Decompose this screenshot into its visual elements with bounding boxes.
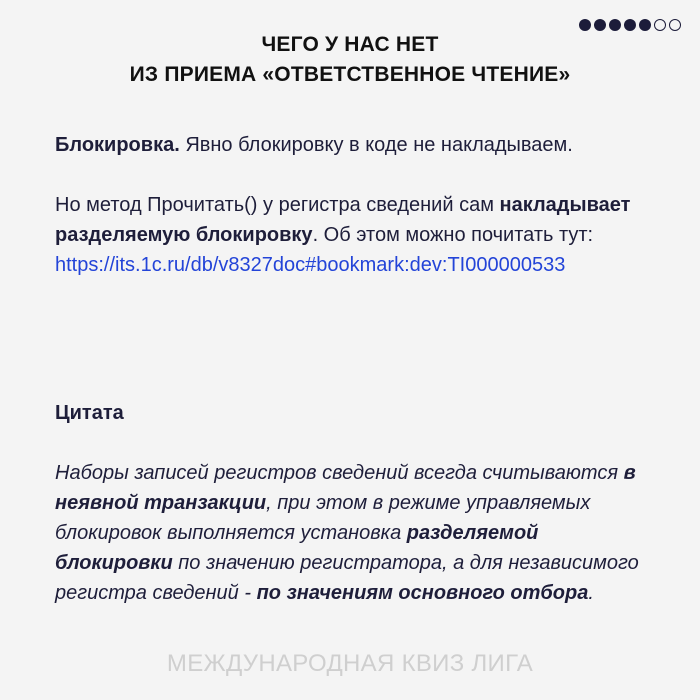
quote-bold-2: разделяемой блокировки	[55, 522, 539, 574]
quote-text-1: Наборы записей регистров сведений всегда считываются	[55, 462, 624, 484]
footer-brand: МЕЖДУНАРОДНАЯ КВИЗ ЛИГА	[166, 650, 534, 677]
page-title-line2: ИЗ ПРИЕМА «ОТВЕТСТВЕННОЕ ЧТЕНИЕ»	[129, 63, 571, 86]
quote-text	[55, 458, 655, 608]
page-title-line1: ЧЕГО У НАС НЕТ	[261, 33, 439, 56]
quote-heading: Цитата	[55, 402, 124, 424]
documentation-link[interactable]: https://its.1c.ru/db/v8327doc#bookmark:dev:TI000000533	[55, 254, 566, 276]
read-method-bold: накладывает разделяемую блокировку	[55, 194, 631, 246]
lock-text: Явно блокировку в коде не накладываем.	[179, 134, 573, 156]
read-method-text-2: . Об этом можно почитать тут:	[312, 224, 594, 246]
quote-text-2: , при этом в режиме управляемых блокировок выполняется установка	[55, 492, 591, 544]
quote-bold-1: в неявной транзакции	[55, 462, 636, 514]
lock-heading: Блокировка.	[55, 134, 180, 156]
quote-bold-3: по значениям основного отбора	[256, 582, 589, 604]
quote-text-4: .	[588, 582, 594, 604]
page-title	[0, 30, 700, 90]
quote-text-3: по значению регистратора, а для независимого регистра сведений -	[55, 552, 639, 604]
paragraph-read-method	[55, 190, 655, 280]
paragraph-lock	[55, 130, 655, 160]
read-method-text-1: Но метод Прочитать() у регистра сведений сам	[55, 194, 500, 216]
